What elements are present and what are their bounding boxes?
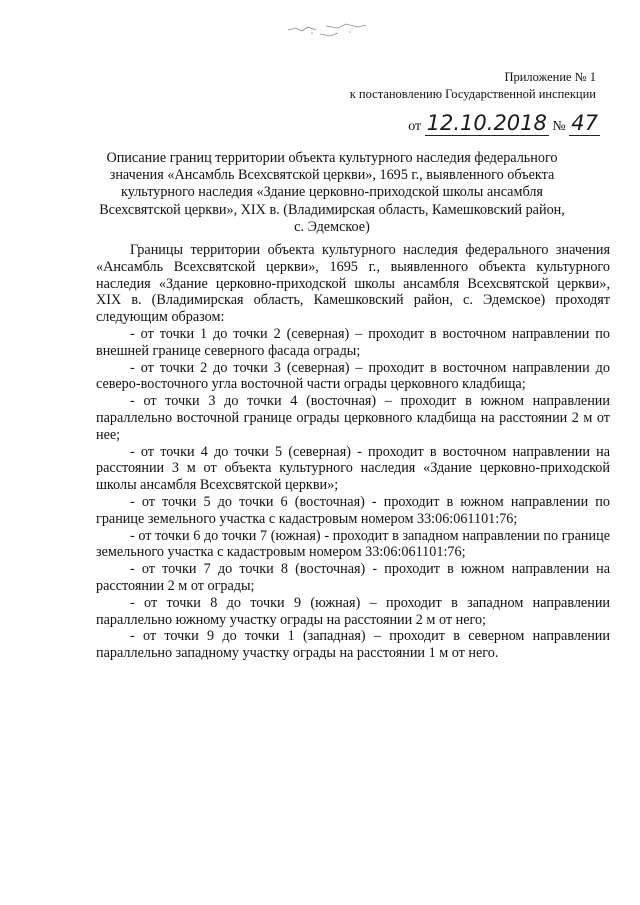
boundary-item: - от точки 6 до точки 7 (южная) - проходит в западном направлении по границе земельного участка с кадастровым номером 33:06:061101:76; (96, 527, 610, 561)
boundary-item: - от точки 1 до точки 2 (северная) – проходит в восточном направлении по внешней границе северного фасада ограды; (96, 325, 610, 359)
intro-paragraph: Границы территории объекта культурного наследия федерального значения «Ансамбль Всехсвятской церкви», 1695 г., выявленного объекта культурного наследия «Здание церковно-приходской школы ансамбля Всехсвятской церкви», XIX в. (Владимирская область, Камешковский район, с. Эдемское) проходят следующим образом: (96, 242, 610, 326)
handwritten-date: 12.10.2018 (426, 111, 547, 135)
document-body (96, 242, 610, 662)
document-title: Описание границ территории объекта культурного наследия федерального значения «Ансамбль Всехсвятской церкви», 1695 г., выявленного объекта культурного наследия «Здание церковно-приходской школы ансамбля Всехсвятской церкви», XIX в. (Владимирская область, Камешковский район, с. Эдемское) (99, 150, 565, 235)
number-prefix: № (552, 119, 566, 134)
appendix-label: Приложение № 1 (504, 70, 596, 84)
scan-artifact (286, 18, 368, 40)
boundary-item: - от точки 8 до точки 9 (южная) – проходит в западном направлении параллельно южному участку ограды на расстоянии 2 м от него; (96, 594, 610, 628)
decree-date-line (408, 112, 600, 138)
decree-reference: к постановлению Государственной инспекции (349, 87, 596, 101)
handwritten-number: 47 (571, 111, 598, 135)
date-prefix: от (408, 119, 422, 134)
appendix-header (350, 69, 596, 103)
boundary-item: - от точки 3 до точки 4 (восточная) – проходит в южном направлении параллельно восточной границе ограды церковного кладбища на расстоянии 2 м от нее; (96, 393, 610, 443)
boundary-item: - от точки 7 до точки 8 (восточная) - проходит в южном направлении на расстоянии 2 м от ограды; (96, 561, 610, 594)
boundary-item: - от точки 2 до точки 3 (северная) – проходит в восточном направлении до северо-восточного угла восточной части ограды церковного кладбища; (96, 359, 610, 393)
boundary-item: - от точки 5 до точки 6 (восточная) - проходит в южном направлении по границе земельного участка с кадастровым номером 33:06:061101:76; (96, 493, 610, 527)
boundary-item: - от точки 4 до точки 5 (северная) - проходит в восточном направлении на расстоянии 3 м от объекта культурного наследия «Здание церковно-приходской школы ансамбля Всехсвятской церкви»; (96, 443, 610, 494)
boundary-item: - от точки 9 до точки 1 (западная) – проходит в северном направлении параллельно западному участку ограды на расстоянии 1 м от него. (96, 628, 610, 662)
